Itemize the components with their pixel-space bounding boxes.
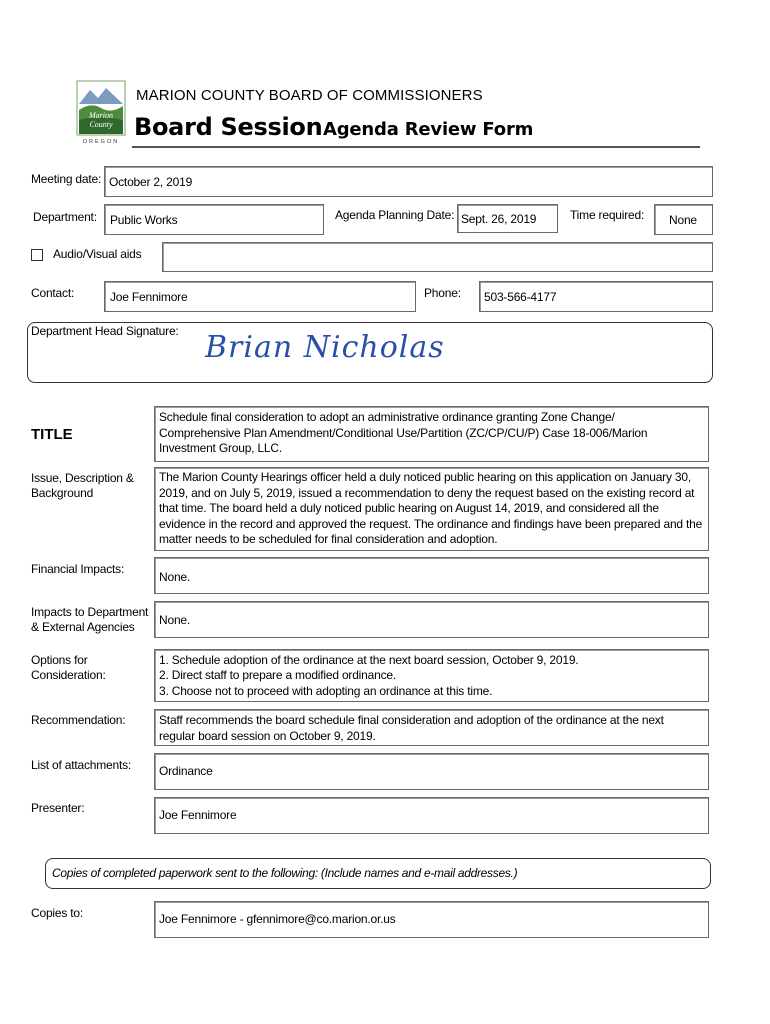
av-aids-checkbox[interactable] <box>31 249 43 261</box>
county-logo <box>76 80 126 146</box>
issue-label: Issue, Description & Background <box>31 471 134 500</box>
meeting-date-label: Meeting date: <box>31 172 102 186</box>
logo-text-county: County <box>89 120 113 129</box>
time-required-value: None <box>669 213 697 227</box>
av-aids-label: Audio/Visual aids <box>53 247 142 261</box>
attachments-box[interactable] <box>154 753 709 790</box>
financial-label: Financial Impacts: <box>31 562 125 576</box>
option-item-2: 2. Direct staff to prepare a modified ordinance. <box>159 668 396 682</box>
impacts-label: Impacts to Department & External Agencies <box>31 605 149 634</box>
meeting-date-value: October 2, 2019 <box>109 175 193 189</box>
financial-text: None. <box>159 570 191 584</box>
impacts-text: None. <box>159 613 191 627</box>
phone-label: Phone: <box>424 286 461 300</box>
options-label: Options for Consideration: <box>31 653 106 682</box>
option-item-1: 1. Schedule adoption of the ordinance at the next board session, October 9, 2019. <box>159 653 579 667</box>
page-title: Board Session <box>134 113 323 141</box>
department-label: Department: <box>33 210 97 224</box>
presenter-label: Presenter: <box>31 801 85 815</box>
signature-label: Department Head Signature: <box>31 324 179 338</box>
recommendation-label: Recommendation: <box>31 713 126 727</box>
av-aids-field[interactable] <box>162 242 713 272</box>
option-item-3: 3. Choose not to proceed with adopting an ordinance at this time. <box>159 684 493 698</box>
copies-note: Copies of completed paperwork sent to the following: (Include names and e-mail addresses.) <box>52 866 518 880</box>
issue-text: The Marion County Hearings officer held a duly noticed public hearing on this application on January 30, 2019, and on July 5, 2019, issued a recommendation to deny the request based on the existing record at that time. The board held a duly noticed public hearing on August 14, 2019, and considered all the evidence in the record and approved the request. The ordinance and findings have been prepared and the matter needs to be scheduled for final consideration and adoption. <box>159 470 703 546</box>
phone-value: 503-566-4177 <box>484 290 557 304</box>
attachments-text: Ordinance <box>159 764 213 778</box>
copies-to-label: Copies to: <box>31 906 84 920</box>
copies-to-text: Joe Fennimore - gfennimore@co.marion.or.us <box>159 912 396 926</box>
title-text: Schedule final consideration to adopt an administrative ordinance granting Zone Change/ Comprehensive Plan Amendment/Conditional Use/Partition (ZC/CP/CU/P) Case 18-006/Marion Investment Group, LLC. <box>159 410 648 455</box>
time-required-label: Time required: <box>570 208 645 222</box>
title-label: TITLE <box>31 426 73 443</box>
signature: Brian Nicholas <box>205 330 445 365</box>
financial-box[interactable] <box>154 557 709 594</box>
logo-text-marion: Marion <box>89 111 113 120</box>
attachments-label: List of attachments: <box>31 758 132 772</box>
agenda-planning-date-label: Agenda Planning Date: <box>335 208 455 222</box>
logo-icon <box>76 80 126 146</box>
page-subtitle: Agenda Review Form <box>323 119 534 140</box>
presenter-text: Joe Fennimore <box>159 808 237 822</box>
contact-value: Joe Fennimore <box>110 290 188 304</box>
meeting-date-field[interactable] <box>104 166 713 197</box>
header-divider <box>132 146 700 148</box>
agenda-planning-date-value: Sept. 26, 2019 <box>461 212 537 226</box>
department-value: Public Works <box>110 213 178 227</box>
logo-text-oregon: OREGON <box>82 139 120 145</box>
impacts-box[interactable] <box>154 601 709 638</box>
org-name: MARION COUNTY BOARD OF COMMISSIONERS <box>136 87 483 104</box>
presenter-box[interactable] <box>154 797 709 834</box>
contact-label: Contact: <box>31 286 75 300</box>
recommendation-text: Staff recommends the board schedule final consideration and adoption of the ordinance at the next regular board session on October 9, 2019. <box>159 713 664 743</box>
